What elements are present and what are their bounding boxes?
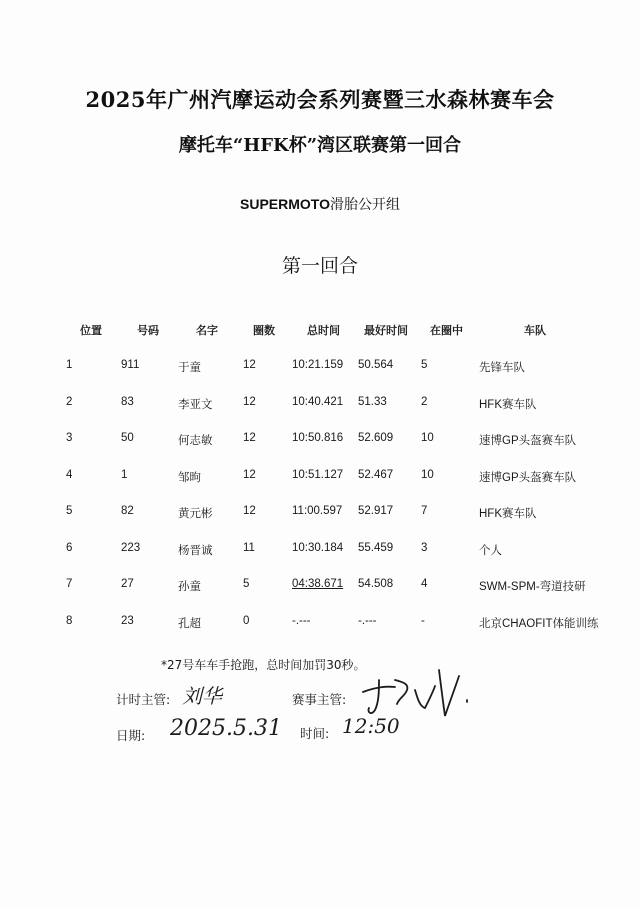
cell-team: HFK赛车队	[479, 508, 537, 520]
cell-in-lap: -	[421, 615, 425, 627]
cell-position: 2	[66, 396, 73, 408]
cell-laps: 12	[243, 505, 256, 517]
header-total-time: 总时间	[307, 324, 340, 337]
penalty-note: *27号车车手抢跑，总时间加罚30秒。	[161, 658, 366, 672]
cell-team: 个人	[479, 545, 502, 557]
table-row	[0, 542, 640, 562]
cell-best-time: -.---	[358, 615, 377, 627]
timing-chief-label: 计时主管:	[116, 692, 171, 707]
cell-number: 23	[121, 615, 134, 627]
cell-name: 孔超	[178, 618, 201, 630]
cell-laps: 11	[243, 542, 255, 554]
cell-total-time: 10:30.184	[292, 542, 344, 554]
cell-best-time: 52.917	[358, 505, 394, 517]
cell-name: 黄元彬	[178, 508, 213, 520]
table-row	[0, 359, 640, 379]
round-title: 第一回合	[281, 255, 358, 277]
cell-position: 1	[66, 359, 73, 371]
cell-laps: 12	[243, 432, 256, 444]
cell-position: 3	[66, 432, 73, 444]
cell-position: 8	[66, 615, 73, 627]
cell-position: 5	[66, 505, 73, 517]
table-row	[0, 469, 640, 489]
cell-laps: 5	[243, 578, 250, 590]
cell-total-time: 11:00.597	[292, 505, 343, 517]
cell-name: 孙童	[178, 581, 201, 593]
cell-number: 223	[121, 542, 141, 554]
cell-laps: 0	[243, 615, 250, 627]
cell-name: 杨晋诚	[178, 545, 213, 557]
cell-in-lap: 4	[421, 578, 428, 590]
cell-team: 速博GP头盔赛车队	[479, 472, 577, 484]
cell-team: 北京CHAOFIT体能训练	[479, 618, 599, 630]
cell-name: 于童	[178, 362, 201, 374]
header-team: 车队	[524, 324, 546, 337]
class-title	[0, 194, 640, 214]
date-value: 2025.5.31	[170, 716, 282, 741]
cell-number: 82	[121, 505, 134, 517]
cell-total-time: 04:38.671	[292, 578, 344, 590]
cell-position: 4	[66, 469, 73, 481]
cell-in-lap: 10	[421, 469, 434, 481]
cell-total-time: -.---	[292, 615, 311, 627]
timing-chief-signature: 刘华	[182, 684, 222, 708]
class-title-bold: SUPERMOTO	[240, 196, 330, 212]
cell-total-time: 10:40.421	[292, 396, 344, 408]
cell-name: 何志敏	[178, 435, 213, 447]
cell-in-lap: 2	[421, 396, 428, 408]
date-label: 日期:	[116, 728, 146, 743]
cell-team: 速博GP头盔赛车队	[479, 435, 577, 447]
header-position: 位置	[80, 324, 102, 337]
time-label: 时间:	[300, 726, 330, 741]
cell-in-lap: 10	[421, 432, 434, 444]
cell-name: 李亚文	[178, 399, 213, 411]
cell-best-time: 52.609	[358, 432, 394, 444]
cell-number: 911	[121, 359, 140, 371]
header-name: 名字	[196, 324, 218, 337]
cell-number: 83	[121, 396, 134, 408]
cell-total-time: 10:51.127	[292, 469, 344, 481]
cell-best-time: 55.459	[358, 542, 394, 554]
header-in-lap: 在圈中	[430, 324, 463, 337]
class-title-rest: 滑胎公开组	[329, 196, 400, 212]
table-row	[0, 578, 640, 598]
cell-number: 50	[121, 432, 134, 444]
cell-best-time: 54.508	[358, 578, 394, 590]
header-laps: 圈数	[253, 324, 275, 337]
cell-laps: 12	[243, 469, 256, 481]
cell-laps: 12	[243, 396, 256, 408]
cell-team: 先锋车队	[479, 362, 525, 374]
header-number: 号码	[137, 324, 159, 337]
document-title: 2025年广州汽摩运动会系列赛暨三水森林赛车会	[85, 87, 555, 112]
table-row	[0, 432, 640, 452]
document-subtitle: 摩托车“HFK杯”湾区联赛第一回合	[178, 135, 462, 156]
cell-in-lap: 7	[421, 505, 428, 517]
steward-chief-signature	[355, 660, 495, 722]
table-row	[0, 505, 640, 525]
header-best-time: 最好时间	[364, 324, 408, 337]
cell-team: SWM-SPM-弯道技研	[479, 581, 586, 593]
table-row	[0, 396, 640, 416]
cell-best-time: 51.33	[358, 396, 387, 408]
cell-total-time: 10:50.816	[292, 432, 344, 444]
cell-position: 7	[66, 578, 73, 590]
cell-team: HFK赛车队	[479, 399, 537, 411]
cell-number: 27	[121, 578, 134, 590]
cell-best-time: 52.467	[358, 469, 394, 481]
steward-chief-label: 赛事主管:	[292, 692, 347, 707]
time-value: 12:50	[342, 714, 400, 738]
cell-laps: 12	[243, 359, 256, 371]
table-row	[0, 615, 640, 635]
cell-total-time: 10:21.159	[292, 359, 344, 371]
cell-in-lap: 5	[421, 359, 428, 371]
cell-number: 1	[121, 469, 128, 481]
cell-best-time: 50.564	[358, 359, 394, 371]
cell-position: 6	[66, 542, 73, 554]
cell-name: 邹昫	[178, 472, 201, 484]
cell-in-lap: 3	[421, 542, 428, 554]
